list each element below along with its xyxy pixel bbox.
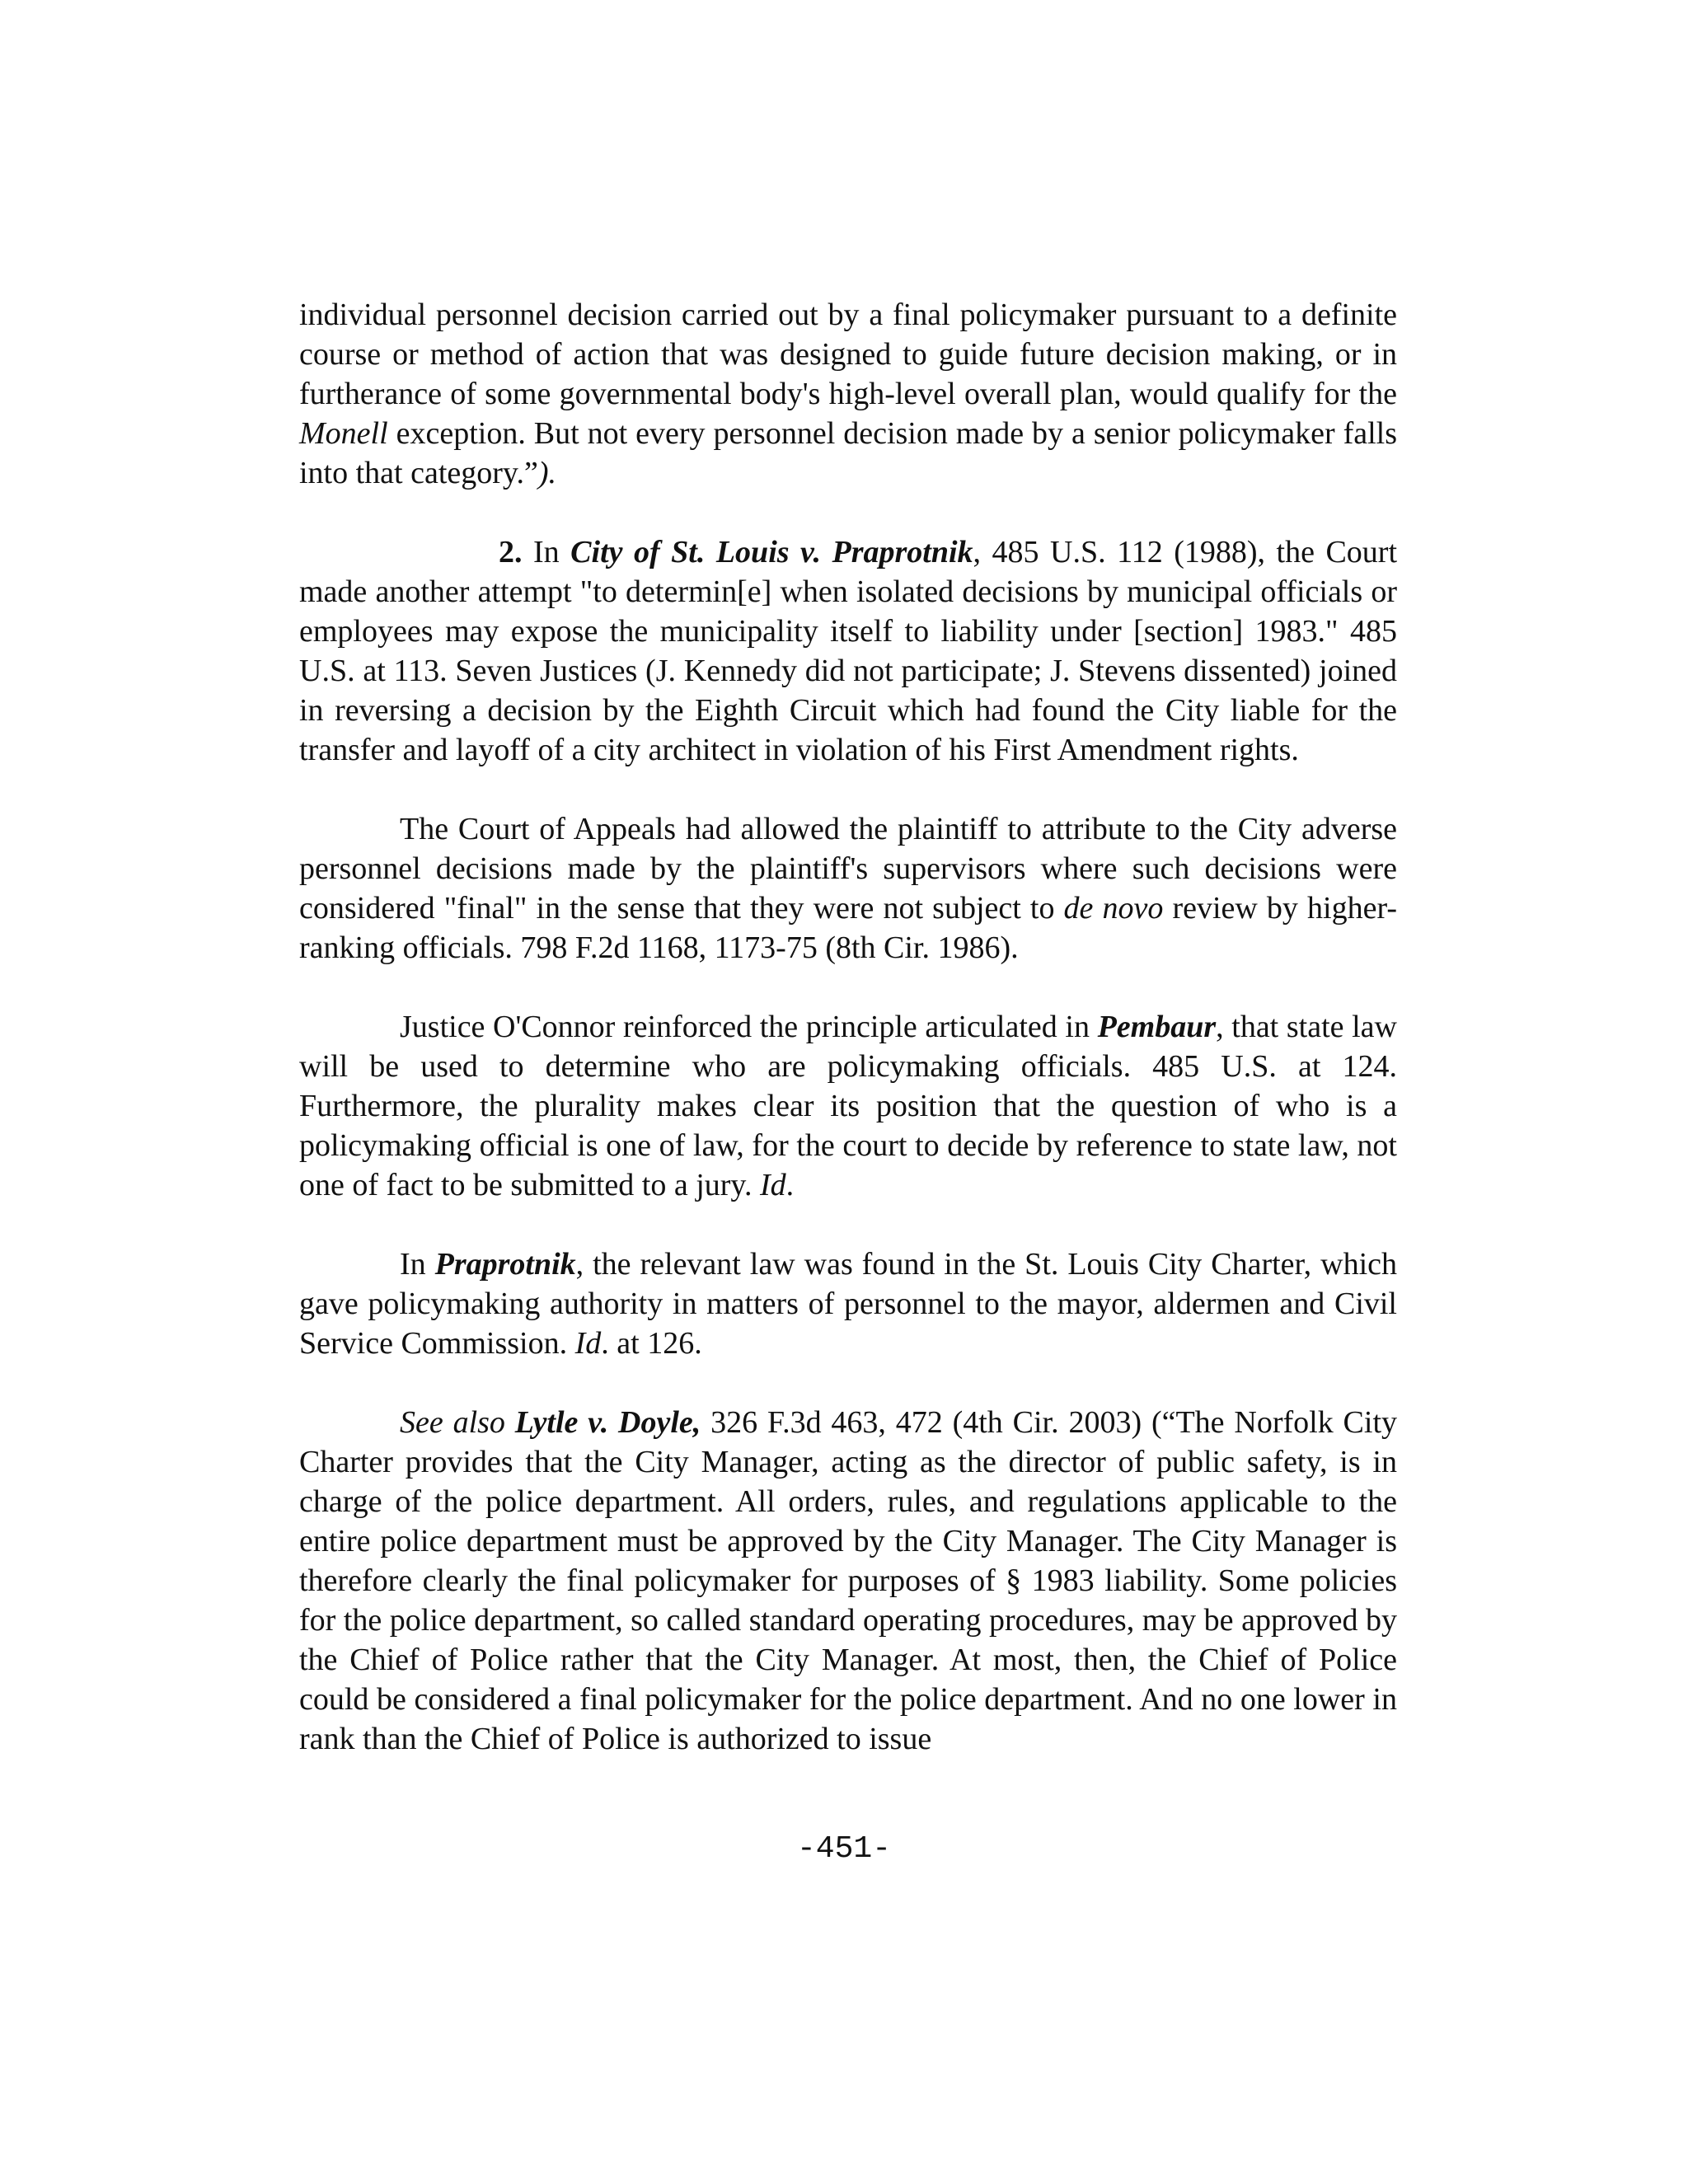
signal-see-also: See also — [400, 1405, 505, 1440]
paragraph-6-space — [505, 1405, 515, 1440]
paragraph-2 — [299, 532, 1397, 770]
paragraph-1 — [299, 295, 1397, 493]
case-name-praprotnik-2: Praprotnik — [434, 1247, 576, 1282]
paragraph-5-text-2: , the relevant law was found in the St. Louis City Charter, which gave policymaking authority in matters of personnel to the mayor, aldermen and Civil Service Commission. — [299, 1247, 1397, 1361]
paragraph-4-text: Justice O'Connor reinforced the principle articulated in — [400, 1010, 1098, 1044]
paragraph-4-text-3: . — [785, 1168, 795, 1202]
paragraph-6 — [299, 1403, 1397, 1759]
paragraph-5-text-3: . at 126. — [601, 1326, 702, 1361]
page-number: -451- — [796, 1831, 892, 1867]
paragraph-5-text: In — [400, 1247, 435, 1282]
paragraph-2-text: In — [522, 535, 571, 569]
term-de-novo: de novo — [1063, 891, 1164, 926]
paragraph-6-text: 326 F.3d 463, 472 (4th Cir. 2003) (“The Norfolk City Charter provides that the City Manager, acting as the director of public safety, is in charge of the police department. All orders, rules, and regulations applicable to the entire police department must be approved by the City Manager. The City Manager is therefore clearly the final policymaker for purposes of § 1983 liability. Some policies for the police department, so called standard operating procedures, may be approved by the Chief of Police rather that the City Manager. At most, then, the Chief of Police could be considered a final policymaker for the police department. And no one lower in rank than the Chief of Police is authorized to issue — [299, 1405, 1397, 1756]
case-name-lytle: Lytle v. Doyle, — [514, 1405, 701, 1440]
paragraph-1-closing: ). — [537, 456, 556, 490]
case-name-monell: Monell — [299, 416, 388, 451]
paragraph-5 — [299, 1244, 1397, 1363]
case-name-pembaur: Pembaur — [1097, 1010, 1217, 1044]
body-text — [299, 295, 1397, 1759]
citation-id-2: Id — [574, 1326, 602, 1361]
citation-id: Id — [759, 1168, 786, 1202]
paragraph-1-text-2: exception. But not every personnel decision made by a senior policymaker falls into that category.” — [299, 416, 1397, 490]
paragraph-4 — [299, 1007, 1397, 1205]
paragraph-3-text-2: review by higher-ranking officials. 798 F.2d 1168, 1173-75 (8th Cir. 1986). — [299, 891, 1397, 965]
case-name-praprotnik: City of St. Louis v. Praprotnik — [570, 535, 973, 569]
paragraph-3 — [299, 809, 1397, 968]
paragraph-1-text: individual personnel decision carried out by a final policymaker pursuant to a definite course or method of action that was designed to guide future decision making, or in furtherance of some governmental body's high-level overall plan, would qualify for the — [299, 298, 1397, 411]
paragraph-2-text-2: , 485 U.S. 112 (1988), the Court made another attempt "to determin[e] when isolated decisions by municipal officials or employees may expose the municipality itself to liability under [section] 1983." 485 U.S. at 113. Seven Justices (J. Kennedy did not participate; J. Stevens dissented) joined in reversing a decision by the Eighth Circuit which had found the City liable for the transfer and layoff of a city architect in violation of his First Amendment rights. — [299, 535, 1398, 767]
paragraph-3-text: The Court of Appeals had allowed the plaintiff to attribute to the City adverse personnel decisions made by the plaintiff's supervisors where such decisions were considered "final" in the sense that they were not subject to — [299, 812, 1397, 926]
paragraph-4-text-2: , that state law will be used to determine who are policymaking officials. 485 U.S. at 124. Furthermore, the plurality makes clear its position that the question of who is a policymaking official is one of law, for the court to decide by reference to state law, not one of fact to be submitted to a jury. — [299, 1010, 1397, 1202]
section-number: 2. — [499, 535, 523, 569]
